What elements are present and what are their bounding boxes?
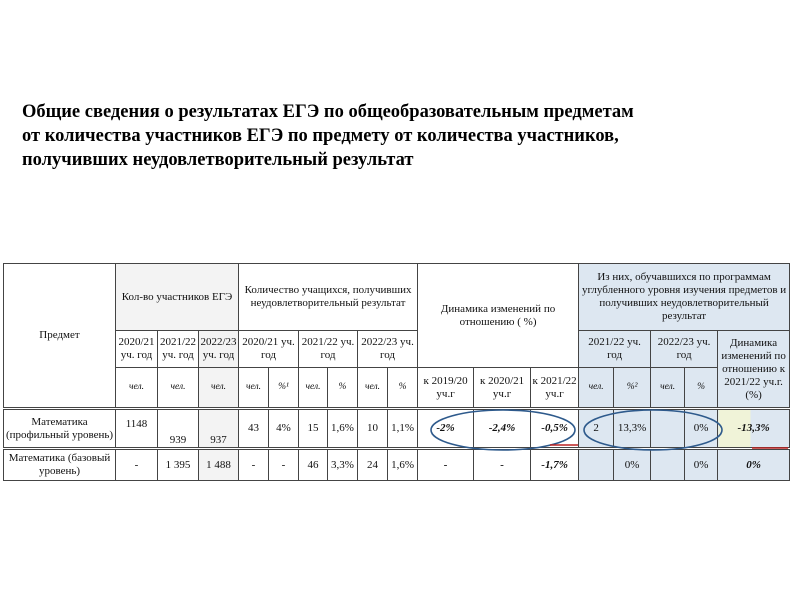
cell: 2 bbox=[579, 409, 614, 449]
header-year: 2020/21 уч. год bbox=[239, 331, 299, 368]
header-advanced: Из них, обучавшихся по программам углубленного уровня изучения предметов и получивших неудовлетворительный результат bbox=[579, 264, 790, 331]
header-unit: чел. bbox=[116, 368, 158, 409]
cell: -2,4% bbox=[474, 409, 531, 449]
cell bbox=[651, 449, 685, 481]
header-unit: чел. bbox=[158, 368, 199, 409]
table-row bbox=[4, 409, 790, 449]
cell: 1,6% bbox=[328, 409, 358, 449]
header-unit: чел. bbox=[199, 368, 239, 409]
cell: - bbox=[116, 449, 158, 481]
cell bbox=[651, 409, 685, 449]
cell: 43 bbox=[239, 409, 269, 449]
cell: 939 bbox=[158, 409, 199, 449]
header-unit: % bbox=[328, 368, 358, 409]
header-year: 2022/23 уч. год bbox=[651, 331, 718, 368]
header-participants: Кол-во участников ЕГЭ bbox=[116, 264, 239, 331]
header-unit: чел. bbox=[239, 368, 269, 409]
header-year: 2021/22 уч. год bbox=[579, 331, 651, 368]
cell: - bbox=[474, 449, 531, 481]
cell: 0% bbox=[685, 409, 718, 449]
row-subject: Математика (базовый уровень) bbox=[4, 449, 116, 481]
slide-title: Общие сведения о результатах ЕГЭ по общеобразовательным предметам от количества участников ЕГЭ по предмету от количества участников, получивших неудовлетворительный результат bbox=[22, 102, 634, 170]
header-unit: % bbox=[685, 368, 718, 409]
cell: -13,3% bbox=[718, 409, 790, 449]
cell: -1,7% bbox=[531, 449, 579, 481]
header-dynamics: Динамика изменений по отношению ( %) bbox=[418, 264, 579, 368]
header-year: 2022/23 уч. год bbox=[199, 331, 239, 368]
header-dyn-col: к 2019/20 уч.г bbox=[418, 368, 474, 409]
cell: 1 488 bbox=[199, 449, 239, 481]
cell: 13,3% bbox=[614, 409, 651, 449]
cell: - bbox=[269, 449, 299, 481]
cell: - bbox=[418, 449, 474, 481]
cell: 0% bbox=[718, 449, 790, 481]
header-unit: чел. bbox=[299, 368, 328, 409]
table-row bbox=[4, 449, 790, 481]
header-unit: %² bbox=[614, 368, 651, 409]
cell: 0% bbox=[685, 449, 718, 481]
cell: 1,6% bbox=[388, 449, 418, 481]
row-subject: Математика (профильный уровень) bbox=[4, 409, 116, 449]
header-dyn-col: к 2020/21 уч.г bbox=[474, 368, 531, 409]
header-dyn-col: к 2021/22 уч.г bbox=[531, 368, 579, 409]
cell: 4% bbox=[269, 409, 299, 449]
header-year: 2021/22 уч. год bbox=[299, 331, 358, 368]
cell: 1148 bbox=[116, 409, 158, 449]
header-unit: чел. bbox=[579, 368, 614, 409]
header-year: 2020/21 уч. год bbox=[116, 331, 158, 368]
cell: 1 395 bbox=[158, 449, 199, 481]
cell: 1,1% bbox=[388, 409, 418, 449]
header-unit: чел. bbox=[358, 368, 388, 409]
cell bbox=[579, 449, 614, 481]
header-failed: Количество учащихся, получивших неудовлетворительный результат bbox=[239, 264, 418, 331]
cell: 937 bbox=[199, 409, 239, 449]
results-table bbox=[3, 263, 790, 481]
header-unit: чел. bbox=[651, 368, 685, 409]
cell: -0,5% bbox=[531, 409, 579, 449]
cell: 0% bbox=[614, 449, 651, 481]
cell: -2% bbox=[418, 409, 474, 449]
header-unit: % bbox=[388, 368, 418, 409]
cell: 3,3% bbox=[328, 449, 358, 481]
cell: 15 bbox=[299, 409, 328, 449]
cell: - bbox=[239, 449, 269, 481]
header-subject: Предмет bbox=[4, 264, 116, 409]
cell: 10 bbox=[358, 409, 388, 449]
header-year: 2021/22 уч. год bbox=[158, 331, 199, 368]
header-year: 2022/23 уч. год bbox=[358, 331, 418, 368]
header-unit: %¹ bbox=[269, 368, 299, 409]
cell: 24 bbox=[358, 449, 388, 481]
cell: 46 bbox=[299, 449, 328, 481]
header-adv-dynamics: Динамика изменений по отношению к 2021/22 уч.г. (%) bbox=[718, 331, 790, 409]
